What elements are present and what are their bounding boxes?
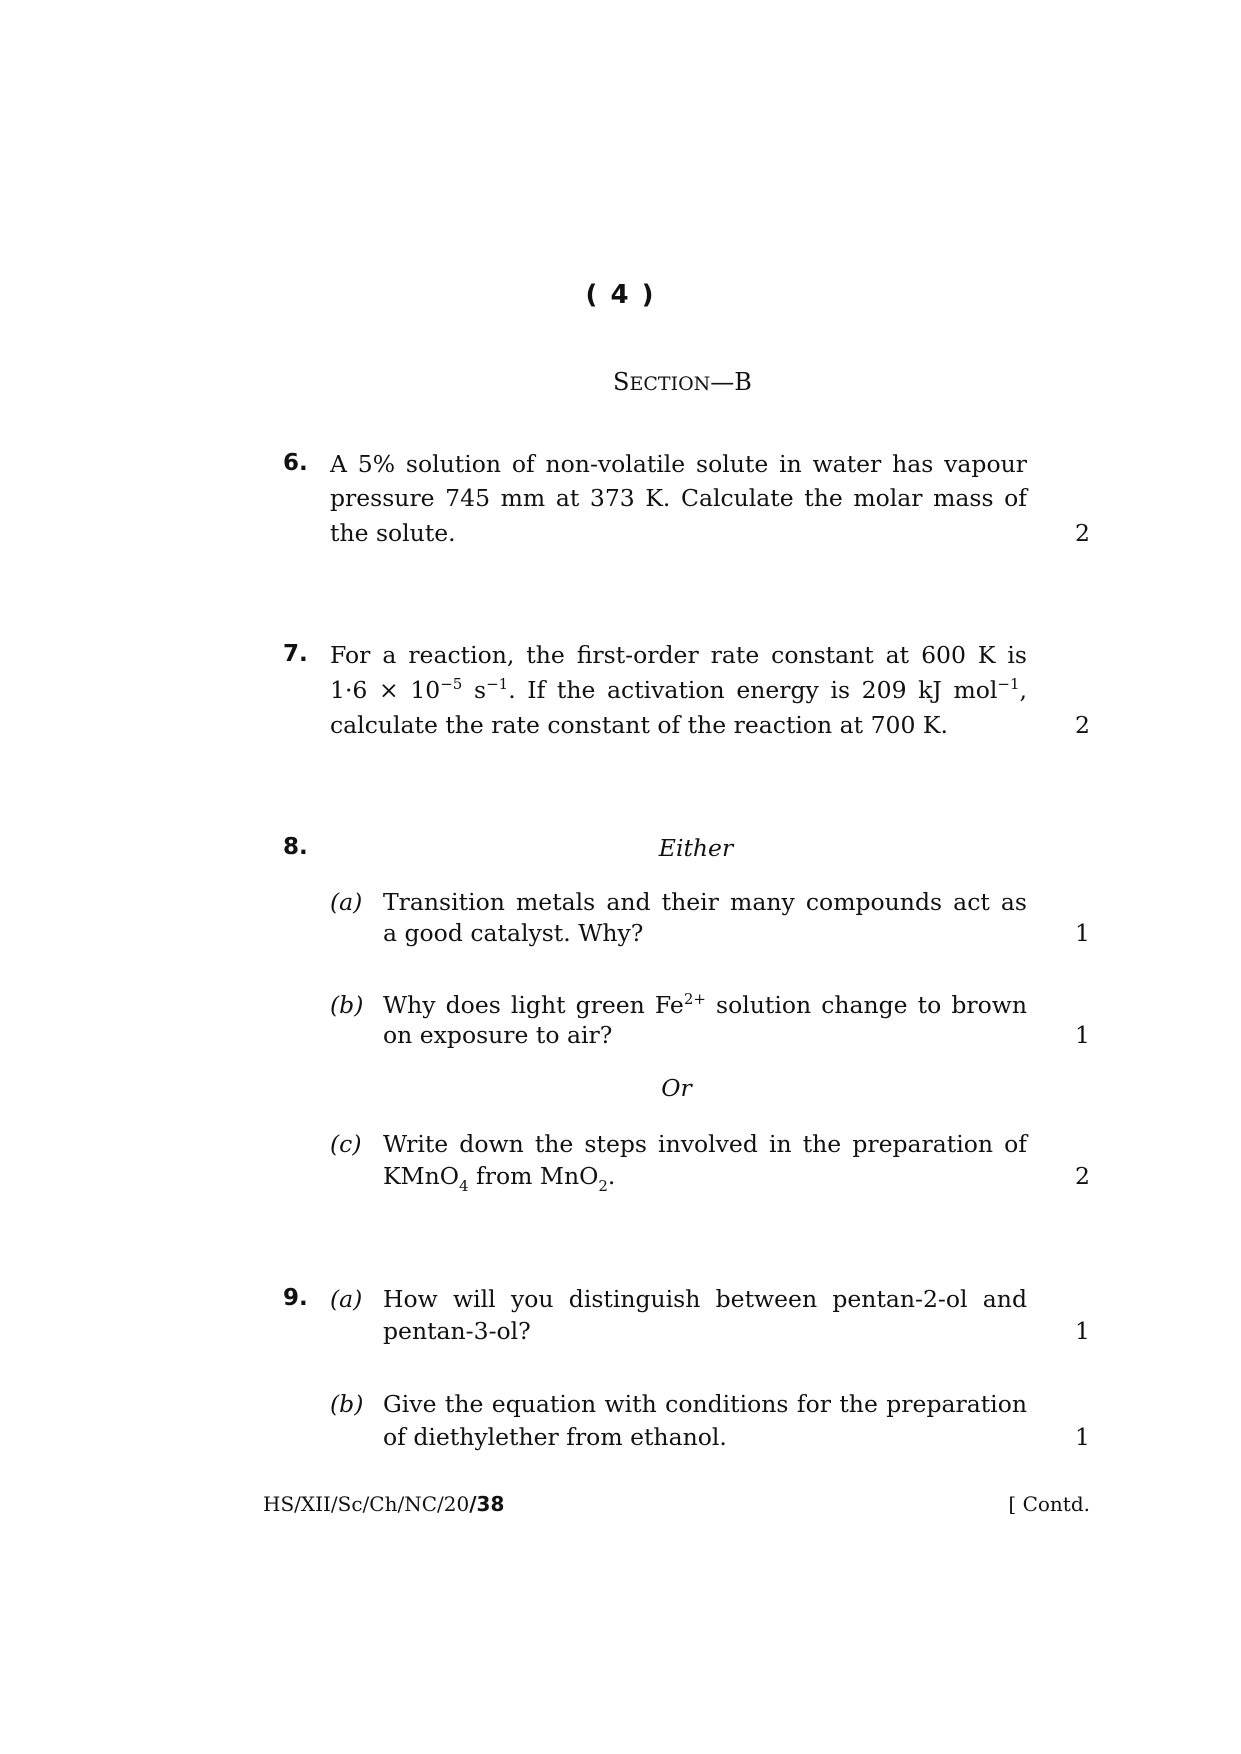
q8-either: Either: [658, 834, 734, 862]
q7-line-1: For a reaction, the first-order rate constant at 600 K is: [330, 641, 1027, 669]
footer-contd: [ Contd.: [1008, 1492, 1090, 1516]
q8b-line-1: Why does light green $Fe^{2+}$ solution change to brown: [383, 990, 1027, 1019]
q9a-marks: 1: [1075, 1317, 1090, 1345]
q8c-marks: 2: [1075, 1162, 1090, 1190]
q9b-line-2: of diethylether from ethanol.: [383, 1423, 727, 1451]
section-heading: SECTION—B: [613, 368, 752, 396]
q7-line-2: $1\cdot 6 \times 10^{-5}$ $s^{-1}$. If the activation energy is 209 kJ mol$^{-1}$,: [330, 675, 1028, 704]
q9b-marks: 1: [1075, 1423, 1090, 1451]
q8b-label: (b): [330, 991, 364, 1019]
q9-number: 9.: [283, 1285, 308, 1311]
q6-line-3: the solute.: [330, 519, 456, 547]
q8b-marks: 1: [1075, 1021, 1090, 1049]
q6-number: 6.: [283, 450, 308, 476]
q8-number: 8.: [283, 834, 308, 860]
q8b-line-2: on exposure to air?: [383, 1021, 613, 1049]
q9a-line-1: How will you distinguish between pentan-2-ol and: [383, 1285, 1027, 1313]
q8a-line-2: a good catalyst. Why?: [383, 919, 644, 947]
q8a-line-1: Transition metals and their many compounds act as: [383, 888, 1027, 916]
q9b-label: (b): [330, 1390, 364, 1418]
q6-line-1: A 5% solution of non-volatile solute in water has vapour: [330, 450, 1027, 478]
q9a-label: (a): [330, 1285, 363, 1313]
q9b-line-1: Give the equation with conditions for the preparation: [383, 1390, 1027, 1418]
q8c-label: (c): [330, 1130, 362, 1158]
q7-marks: 2: [1075, 711, 1090, 739]
q7-line-3: calculate the rate constant of the reaction at 700 K.: [330, 711, 948, 739]
footer-code: HS/XII/Sc/Ch/NC/20/38: [263, 1492, 505, 1516]
q8a-label: (a): [330, 888, 363, 916]
page-number: ( 4 ): [585, 280, 656, 310]
q8c-line-2: KMnO$_4$ from MnO$_2$.: [383, 1162, 616, 1195]
q6-line-2: pressure 745 mm at 373 K. Calculate the molar mass of: [330, 484, 1027, 512]
q8a-marks: 1: [1075, 919, 1090, 947]
q9a-line-2: pentan-3-ol?: [383, 1317, 531, 1345]
q6-marks: 2: [1075, 519, 1090, 547]
q7-number: 7.: [283, 641, 308, 667]
q8-or: Or: [661, 1074, 692, 1102]
q8c-line-1: Write down the steps involved in the preparation of: [383, 1130, 1027, 1158]
